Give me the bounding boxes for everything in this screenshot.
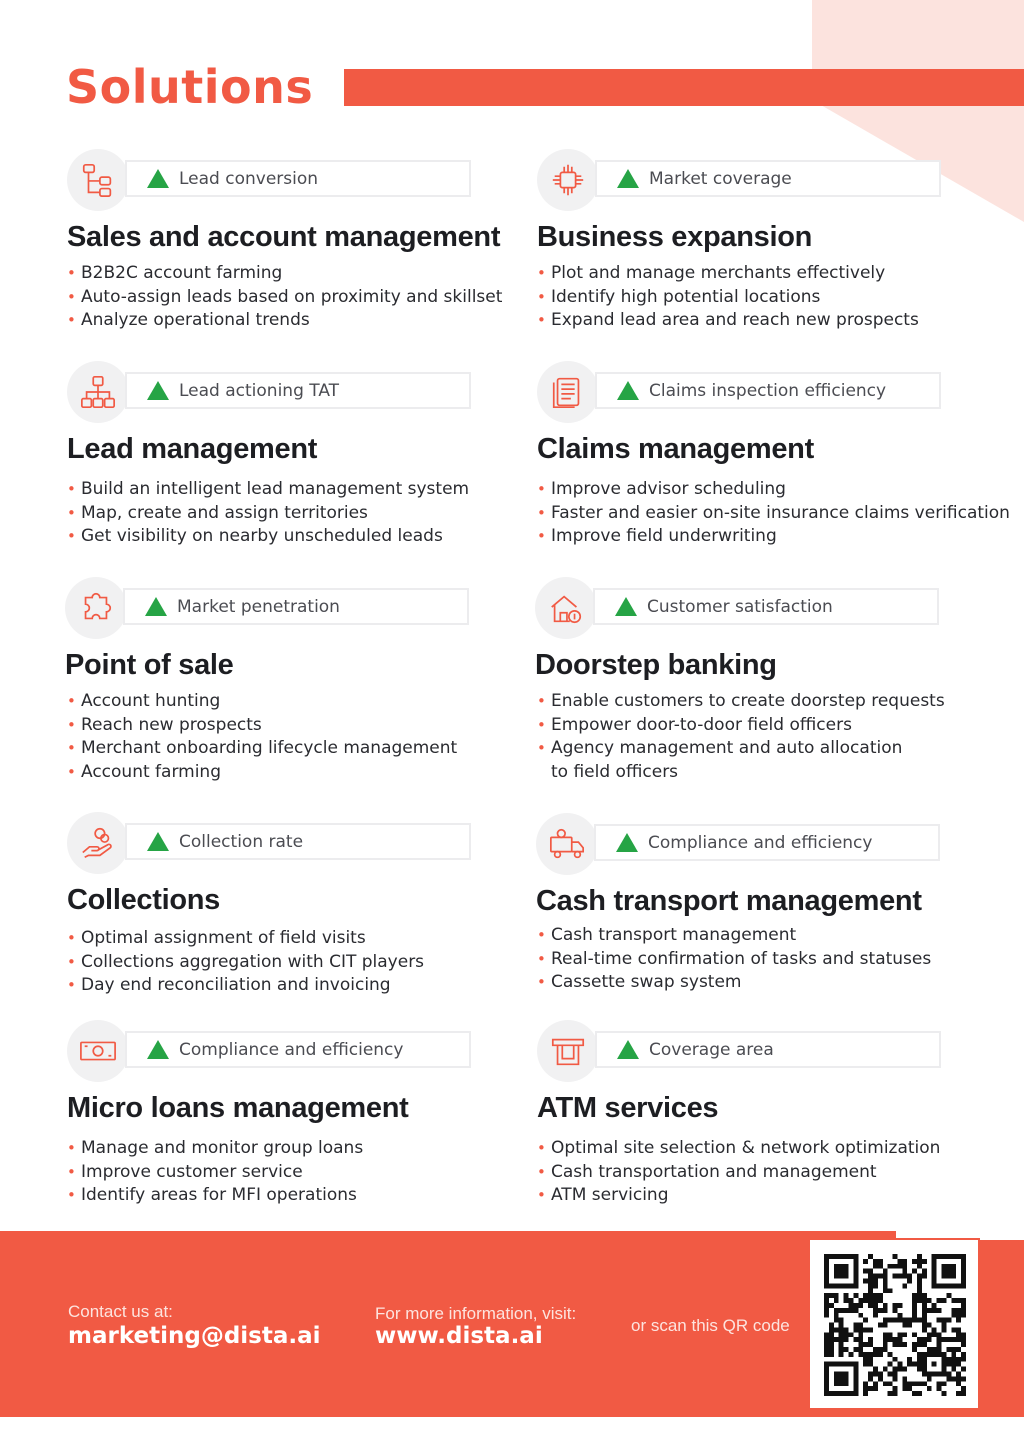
bullet-item: • Analyze operational trends: [67, 309, 537, 333]
flowchart-icon: [67, 149, 129, 211]
metric-label: Coverage area: [649, 1039, 774, 1060]
bullet-item: • ATM servicing: [537, 1184, 1007, 1208]
metric-badge: [125, 823, 471, 860]
bullet-list: [67, 927, 537, 998]
card-title: Business expansion: [537, 221, 813, 253]
solution-card: [537, 149, 1007, 333]
chip-icon: [537, 149, 599, 211]
hierarchy-icon: [67, 361, 129, 423]
bullet-list: [537, 924, 1006, 995]
bullet-item: • Real-time confirmation of tasks and statuses: [537, 948, 1006, 972]
up-arrow-icon: [617, 1040, 639, 1059]
metric-label: Compliance and efficiency: [648, 832, 873, 853]
bullet-item: • Expand lead area and reach new prospects: [537, 309, 1007, 333]
solution-card: [67, 812, 537, 998]
bullet-item: • Faster and easier on-site insurance claims verification: [537, 502, 1007, 526]
solution-card: [67, 149, 537, 333]
card-title: Cash transport management: [536, 885, 922, 917]
metric-badge: [125, 372, 471, 409]
solution-card: [67, 1020, 537, 1208]
contact-email-link[interactable]: marketing@dista.ai: [68, 1323, 321, 1349]
metric-badge: [593, 588, 939, 625]
solution-card: [65, 577, 535, 784]
bullet-item: • Identify high potential locations: [537, 286, 1007, 310]
bullet-item: • Manage and monitor group loans: [67, 1137, 537, 1161]
atm-icon: [537, 1020, 599, 1082]
bullet-item: • Improve customer service: [67, 1161, 537, 1185]
metric-badge: [125, 160, 471, 197]
qr-code[interactable]: [808, 1238, 980, 1410]
up-arrow-icon: [617, 381, 639, 400]
solution-card: [537, 1020, 1007, 1208]
metric-label: Claims inspection efficiency: [649, 380, 887, 401]
card-title: Lead management: [67, 433, 318, 465]
metric-badge: [595, 160, 941, 197]
metric-label: Compliance and efficiency: [179, 1039, 404, 1060]
bullet-item: • B2B2C account farming: [67, 262, 537, 286]
card-title: Micro loans management: [67, 1092, 409, 1124]
bullet-list: [67, 690, 535, 784]
bullet-item: • Improve advisor scheduling: [537, 478, 1007, 502]
bullet-item: • Plot and manage merchants effectively: [537, 262, 1007, 286]
qr-code-pattern: [824, 1254, 966, 1396]
metric-badge: [595, 372, 941, 409]
documents-icon: [537, 361, 599, 423]
bullet-item: • Identify areas for MFI operations: [67, 1184, 537, 1208]
info-label: For more information, visit:: [375, 1304, 577, 1323]
solution-card: [535, 577, 1005, 784]
card-title: Sales and account management: [67, 221, 501, 253]
bullet-item: • Cassette swap system: [537, 971, 1006, 995]
metric-badge: [125, 1031, 471, 1068]
bullet-item: • Empower door-to-door field officers: [537, 714, 1005, 738]
card-title: Point of sale: [65, 649, 234, 681]
up-arrow-icon: [617, 169, 639, 188]
solution-card: [536, 813, 1006, 995]
bullet-list: [67, 262, 537, 333]
card-title: Collections: [67, 884, 220, 916]
website-link[interactable]: www.dista.ai: [375, 1323, 543, 1349]
up-arrow-icon: [145, 597, 167, 616]
metric-label: Market penetration: [177, 596, 340, 617]
bullet-item: • Collections aggregation with CIT players: [67, 951, 537, 975]
bullet-item: • Map, create and assign territories: [67, 502, 537, 526]
hand-coin-icon: [67, 812, 129, 874]
bullet-item: • Enable customers to create doorstep requests: [537, 690, 1005, 714]
up-arrow-icon: [147, 1040, 169, 1059]
up-arrow-icon: [615, 597, 637, 616]
bullet-item: • Merchant onboarding lifecycle management: [67, 737, 535, 761]
bullet-item: • Optimal assignment of field visits: [67, 927, 537, 951]
bullet-list: [537, 262, 1007, 333]
bullet-item: • Account hunting: [67, 690, 535, 714]
bullet-item: • Reach new prospects: [67, 714, 535, 738]
qr-label: or scan this QR code: [631, 1316, 790, 1335]
up-arrow-icon: [616, 833, 638, 852]
bullet-item: • Optimal site selection & network optimization: [537, 1137, 1007, 1161]
banknote-icon: [67, 1020, 129, 1082]
card-title: Doorstep banking: [535, 649, 777, 681]
bullet-item: • Account farming: [67, 761, 535, 785]
up-arrow-icon: [147, 169, 169, 188]
cash-truck-icon: [536, 813, 598, 875]
puzzle-icon: [65, 577, 127, 639]
bullet-list: [537, 478, 1010, 549]
contact-label: Contact us at:: [68, 1302, 173, 1321]
bullet-item: • Cash transport management: [537, 924, 1006, 948]
up-arrow-icon: [147, 832, 169, 851]
bullet-list: [537, 1137, 1007, 1208]
bullet-list: [537, 690, 1005, 784]
bullet-list: [67, 478, 537, 549]
house-money-icon: [535, 577, 597, 639]
metric-label: Market coverage: [649, 168, 792, 189]
metric-label: Collection rate: [179, 831, 304, 852]
page-title: Solutions: [66, 60, 314, 114]
bullet-item: • Build an intelligent lead management system: [67, 478, 537, 502]
card-title: Claims management: [537, 433, 814, 465]
solution-card: [537, 361, 1010, 549]
metric-label: Customer satisfaction: [647, 596, 833, 617]
metric-label: Lead conversion: [179, 168, 319, 189]
card-title: ATM services: [537, 1092, 719, 1124]
metric-badge: [595, 1031, 941, 1068]
bullet-item: • Day end reconciliation and invoicing: [67, 974, 537, 998]
bullet-item: • Cash transportation and management: [537, 1161, 1007, 1185]
metric-label: Lead actioning TAT: [179, 380, 340, 401]
metric-badge: [123, 588, 469, 625]
solution-card: [67, 361, 537, 549]
up-arrow-icon: [147, 381, 169, 400]
bullet-item: • Agency management and auto allocation to field officers: [537, 737, 921, 784]
bullet-item: • Auto-assign leads based on proximity and skillset: [67, 286, 537, 310]
metric-badge: [594, 824, 940, 861]
bullet-item: • Improve field underwriting: [537, 525, 1007, 549]
bullet-list: [67, 1137, 537, 1208]
title-accent-bar: [344, 69, 1024, 106]
bullet-item: • Get visibility on nearby unscheduled leads: [67, 525, 537, 549]
